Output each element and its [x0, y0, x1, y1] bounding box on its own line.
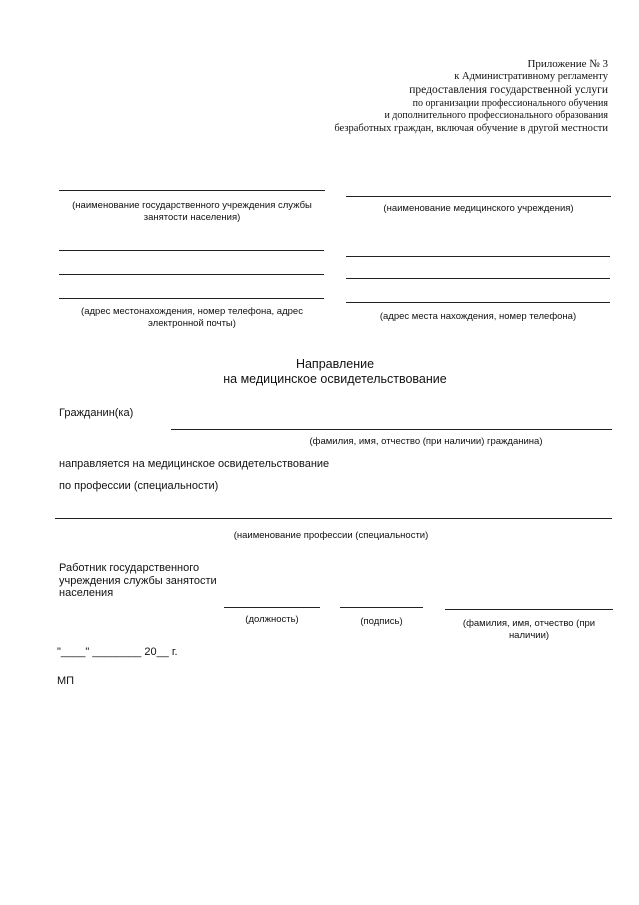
medical-address-line-1 — [346, 256, 610, 257]
position-line — [224, 607, 320, 608]
signature-caption: (подпись) — [360, 616, 403, 627]
worker-label-line-1: Работник государственного — [59, 562, 200, 574]
appendix-unemployed: безработных граждан, включая обучение в другой местности — [334, 123, 608, 134]
appendix-service: предоставления государственной услуги — [409, 84, 608, 96]
signature-line — [340, 607, 423, 608]
employment-address-line-1 — [59, 250, 324, 251]
date-line: "____" ________ 20__ г. — [57, 646, 178, 658]
employment-service-name-line — [59, 190, 325, 191]
document-title: Направление — [295, 357, 375, 371]
appendix-organization: по организации профессионального обучения — [412, 98, 608, 109]
profession-label: по профессии (специальности) — [59, 480, 219, 492]
profession-caption: (наименование профессии (специальности) — [233, 530, 429, 541]
worker-label-line-3: населения — [59, 587, 114, 599]
citizen-name-line — [171, 429, 612, 430]
employment-address-line-3 — [59, 298, 324, 299]
medical-address-caption: (адрес места нахождения, номер телефона) — [379, 311, 577, 322]
directed-text: направляется на медицинское освидетельствование — [59, 458, 330, 470]
worker-label-line-2: учреждения службы занятости — [59, 575, 217, 587]
medical-address-line-2 — [346, 278, 610, 279]
full-name-line — [445, 609, 613, 610]
citizen-caption: (фамилия, имя, отчество (при наличии) гражданина) — [309, 436, 543, 447]
employment-address-caption: (адрес местонахождения, номер телефона, адрес электронной почты) — [81, 306, 303, 329]
full-name-caption: (фамилия, имя, отчество (при наличии) — [462, 618, 596, 641]
medical-institution-name-line — [346, 196, 611, 197]
employment-address-line-2 — [59, 274, 324, 275]
medical-institution-caption: (наименование медицинского учреждения) — [383, 203, 574, 214]
document-subtitle: на медицинское освидетельствование — [223, 372, 447, 386]
appendix-number: Приложение № 3 — [527, 58, 608, 70]
appendix-regulation: к Административному регламенту — [454, 71, 608, 82]
employment-service-caption: (наименование государственного учреждения службы занятости населения) — [72, 200, 312, 223]
profession-line — [55, 518, 612, 519]
appendix-education: и дополнительного профессионального образования — [384, 110, 608, 121]
stamp-place: МП — [57, 675, 75, 687]
medical-address-line-3 — [346, 302, 610, 303]
position-caption: (должность) — [245, 614, 299, 625]
citizen-label: Гражданин(ка) — [59, 407, 134, 419]
